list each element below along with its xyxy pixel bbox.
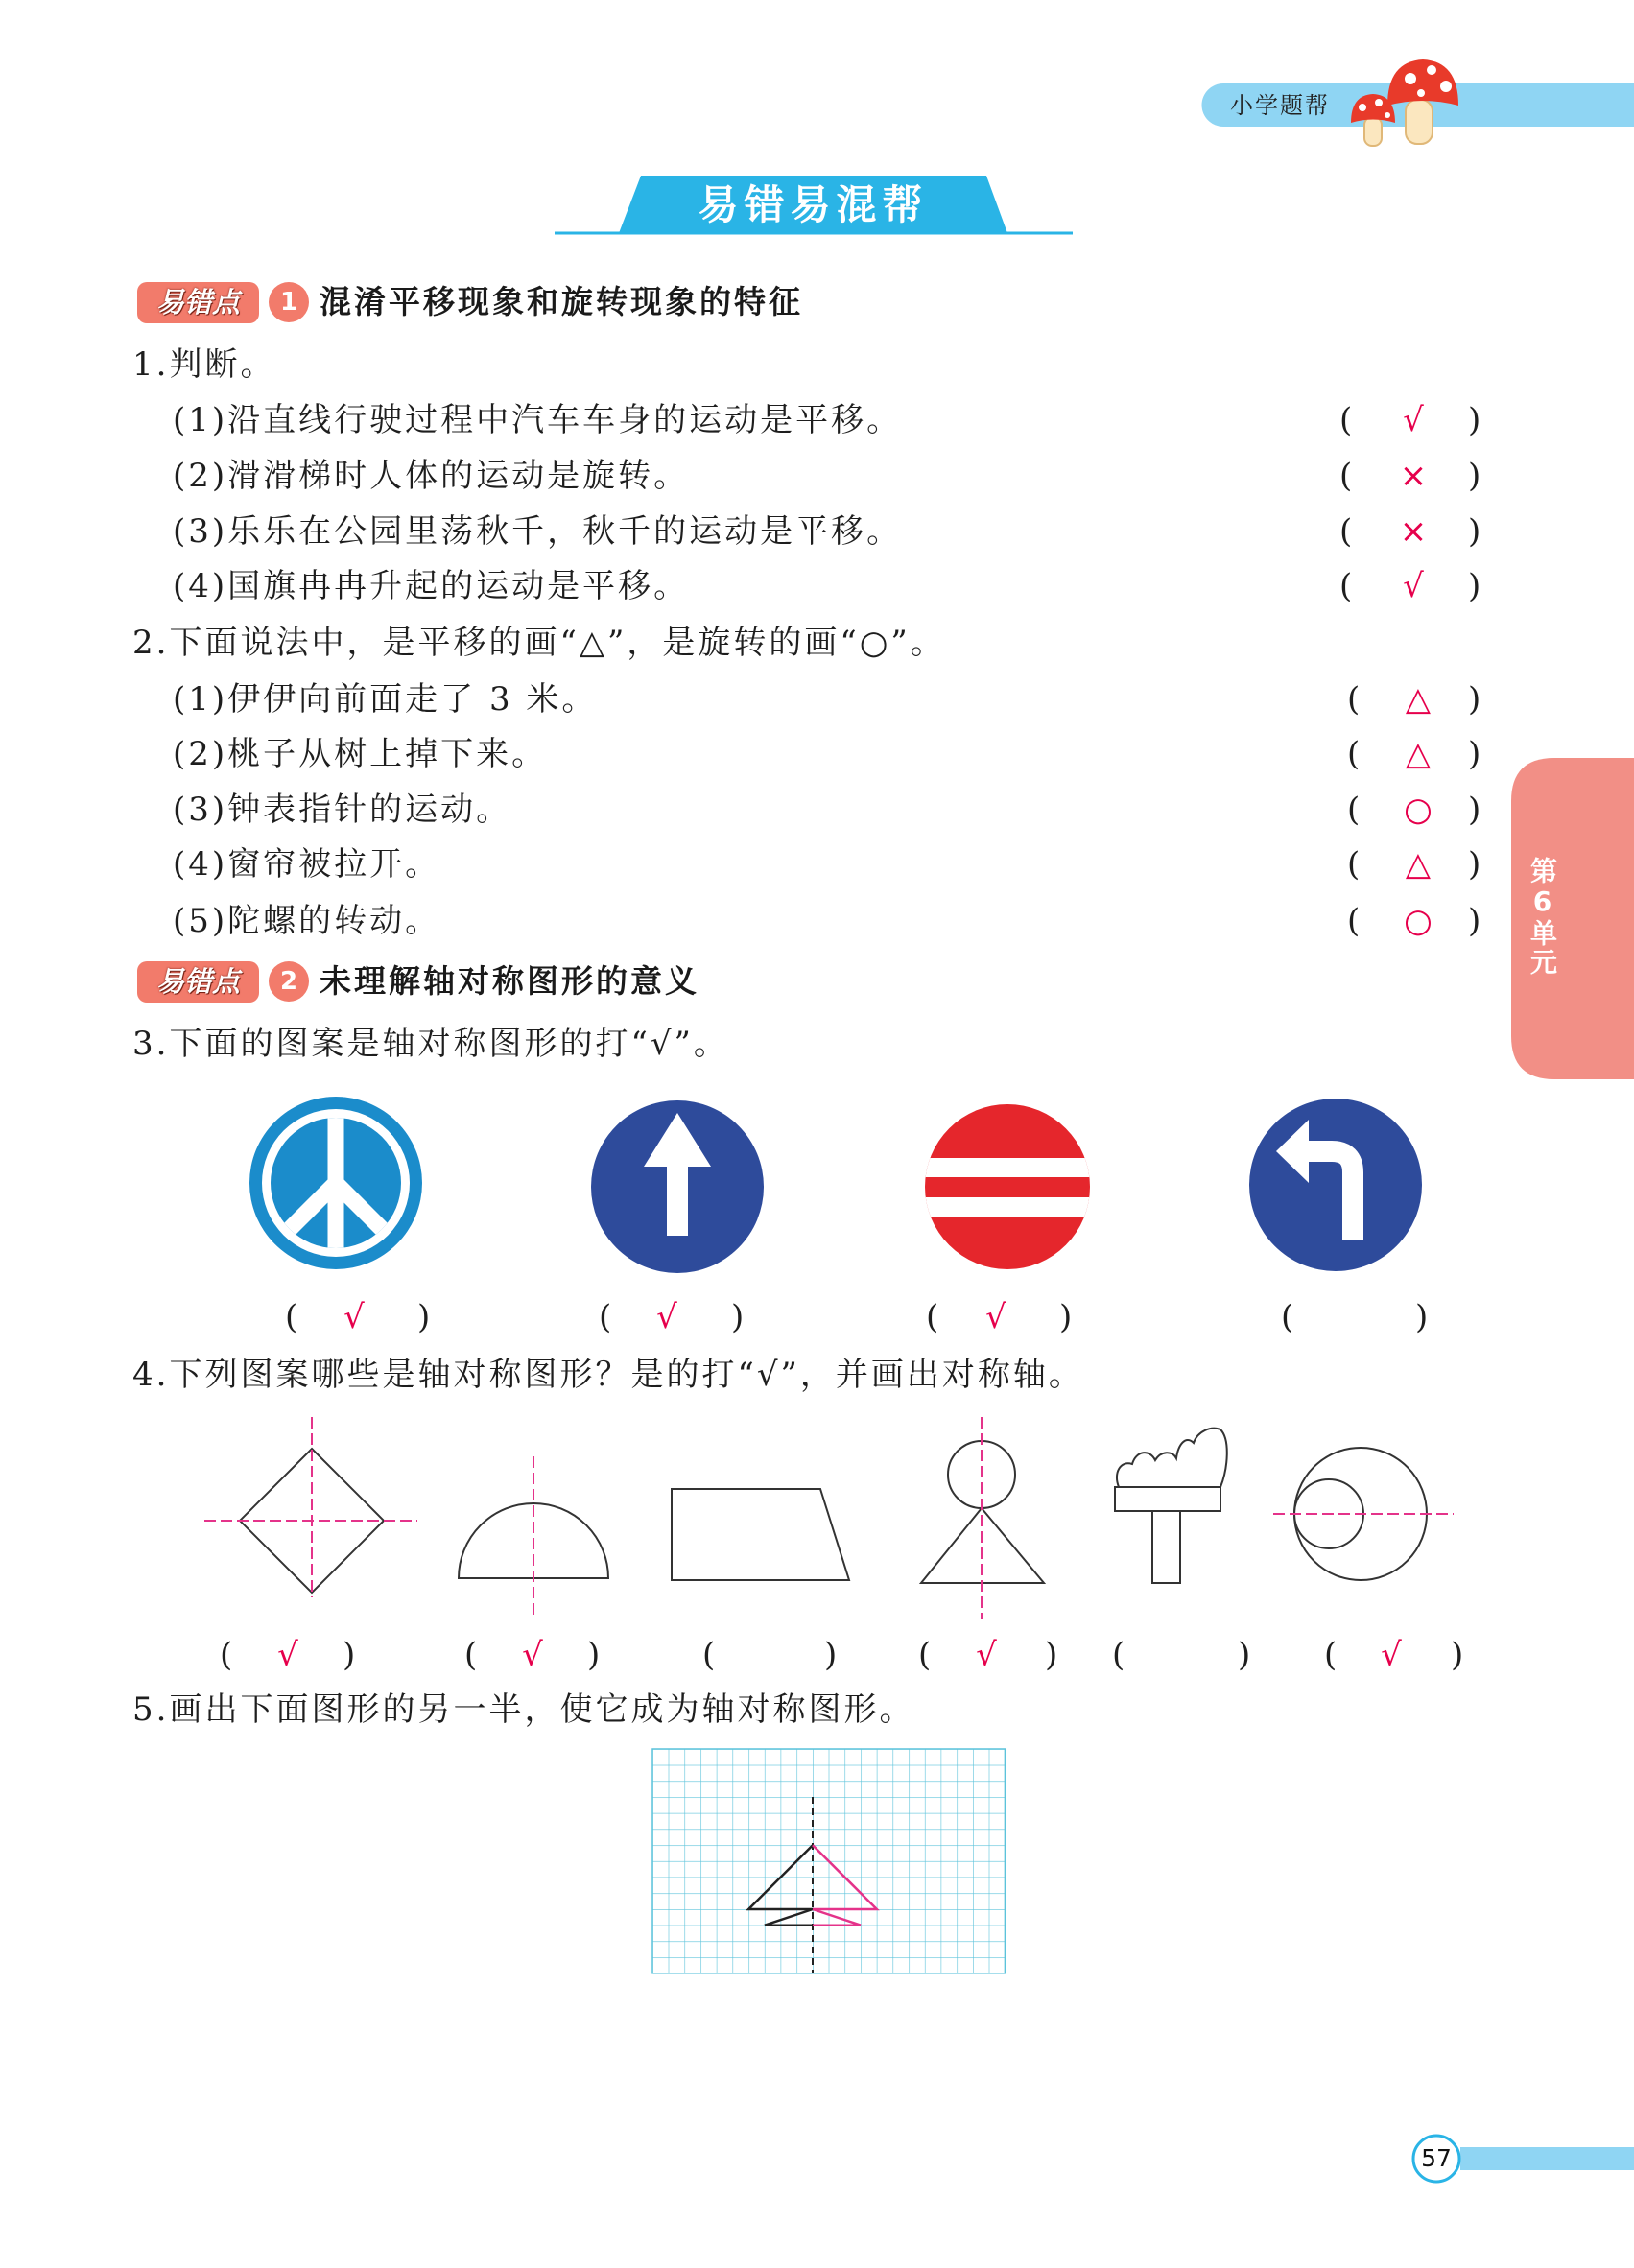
section-2-number: 2 [279, 967, 298, 996]
q1-item-answer: × [1399, 512, 1428, 551]
blank-open-paren: ( [464, 1636, 478, 1674]
blank-close-paren: ) [417, 1298, 431, 1336]
blank-close-paren: ) [1468, 735, 1481, 773]
diamond-icon [204, 1417, 417, 1597]
q2-item-text: (3)钟表指针的运动。 [173, 791, 512, 829]
section-1-badge: 易错点 [155, 286, 240, 319]
q1-item-text: (4)国旗冉冉升起的运动是平移。 [173, 567, 690, 605]
striped-red-circle-icon [921, 1104, 1094, 1269]
blank-close-paren: ) [1059, 1298, 1073, 1336]
page-number-bar [1460, 2147, 1634, 2170]
blank-close-paren: ) [1468, 791, 1481, 829]
unit-tab-label: 第6单元 [1527, 857, 1558, 977]
blank-close-paren: ) [1468, 902, 1481, 940]
circle-on-triangle-icon [921, 1417, 1044, 1619]
question-1-stem: 1.判断。 [132, 345, 276, 384]
semicircle-icon [459, 1456, 608, 1615]
q2-item-text: (4)窗帘被拉开。 [173, 845, 441, 884]
q3-figure-answer: √ [985, 1298, 1006, 1336]
q2-item-answer: △ [1405, 680, 1432, 719]
q1-item-answer: × [1399, 457, 1428, 495]
q2-item-text: (1)伊伊向前面走了 3 米。 [173, 680, 598, 719]
blank-open-paren: ( [1347, 735, 1361, 773]
q2-item-text: (5)陀螺的转动。 [173, 902, 441, 940]
q2-item-answer: △ [1405, 735, 1432, 773]
q4-figure-answer: √ [522, 1636, 543, 1674]
tree-shape-icon [1115, 1429, 1227, 1583]
blank-open-paren: ( [1112, 1636, 1125, 1674]
blank-open-paren: ( [1339, 567, 1353, 605]
q4-figure-answer: √ [976, 1636, 997, 1674]
peace-sign-icon [249, 1097, 422, 1269]
blank-open-paren: ( [1324, 1636, 1338, 1674]
section-1-title: 混淆平移现象和旋转现象的特征 [320, 283, 803, 320]
question-3-stem: 3.下面的图案是轴对称图形的打“√”。 [132, 1025, 729, 1063]
blank-open-paren: ( [599, 1298, 612, 1336]
blank-close-paren: ) [1451, 1636, 1464, 1674]
q1-item-answer: √ [1403, 567, 1424, 605]
question-4-stem: 4.下列图案哪些是轴对称图形？是的打“√”，并画出对称轴。 [132, 1356, 1084, 1394]
turn-left-sign-icon [1249, 1099, 1422, 1271]
blank-open-paren: ( [1347, 791, 1361, 829]
blank-close-paren: ) [1468, 457, 1481, 495]
drawing-grid [652, 1749, 1005, 1973]
blank-open-paren: ( [1347, 680, 1361, 719]
blank-close-paren: ) [1045, 1636, 1058, 1674]
blank-close-paren: ) [1468, 512, 1481, 551]
blank-close-paren: ) [1468, 680, 1481, 719]
straight-ahead-sign-icon [591, 1100, 764, 1273]
q2-item-answer: △ [1405, 845, 1432, 884]
blank-open-paren: ( [926, 1298, 939, 1336]
page-title: 易错易混帮 [698, 181, 929, 228]
question-5-stem: 5.画出下面图形的另一半，使它成为轴对称图形。 [132, 1690, 915, 1729]
question-2-stem: 2.下面说法中，是平移的画“△”，是旋转的画“○”。 [132, 624, 946, 662]
page-number: 57 [1421, 2144, 1452, 2172]
q3-figure-answer: √ [656, 1298, 677, 1336]
q4-figure-answer: √ [1381, 1636, 1402, 1674]
q4-figure-answer: √ [277, 1636, 298, 1674]
q1-item-answer: √ [1403, 401, 1424, 439]
blank-close-paren: ) [824, 1636, 838, 1674]
blank-close-paren: ) [731, 1298, 745, 1336]
q1-item-text: (2)滑滑梯时人体的运动是旋转。 [173, 457, 690, 495]
q2-item-answer: ○ [1404, 791, 1433, 829]
blank-close-paren: ) [343, 1636, 356, 1674]
q2-item-answer: ○ [1404, 902, 1433, 940]
q1-item-text: (3)乐乐在公园里荡秋千，秋千的运动是平移。 [173, 512, 903, 551]
two-circles-icon [1273, 1448, 1454, 1580]
trapezoid-icon [672, 1489, 849, 1580]
blank-open-paren: ( [285, 1298, 298, 1336]
q3-figure-answer: √ [343, 1298, 365, 1336]
blank-close-paren: ) [587, 1636, 601, 1674]
blank-open-paren: ( [1339, 457, 1353, 495]
blank-close-paren: ) [1415, 1298, 1429, 1336]
blank-open-paren: ( [918, 1636, 932, 1674]
q1-item-text: (1)沿直线行驶过程中汽车车身的运动是平移。 [173, 401, 903, 439]
blank-close-paren: ) [1468, 845, 1481, 884]
blank-open-paren: ( [220, 1636, 233, 1674]
blank-open-paren: ( [1281, 1298, 1294, 1336]
brand-name: 小学题帮 [1230, 92, 1330, 119]
section-2-badge: 易错点 [155, 965, 240, 998]
section-2-title: 未理解轴对称图形的意义 [320, 962, 699, 1000]
section-1-number: 1 [279, 288, 298, 317]
q2-item-text: (2)桃子从树上掉下来。 [173, 735, 548, 773]
blank-close-paren: ) [1468, 567, 1481, 605]
blank-close-paren: ) [1238, 1636, 1251, 1674]
blank-open-paren: ( [702, 1636, 716, 1674]
blank-open-paren: ( [1339, 401, 1353, 439]
blank-open-paren: ( [1339, 512, 1353, 551]
blank-open-paren: ( [1347, 845, 1361, 884]
blank-open-paren: ( [1347, 902, 1361, 940]
blank-close-paren: ) [1468, 401, 1481, 439]
